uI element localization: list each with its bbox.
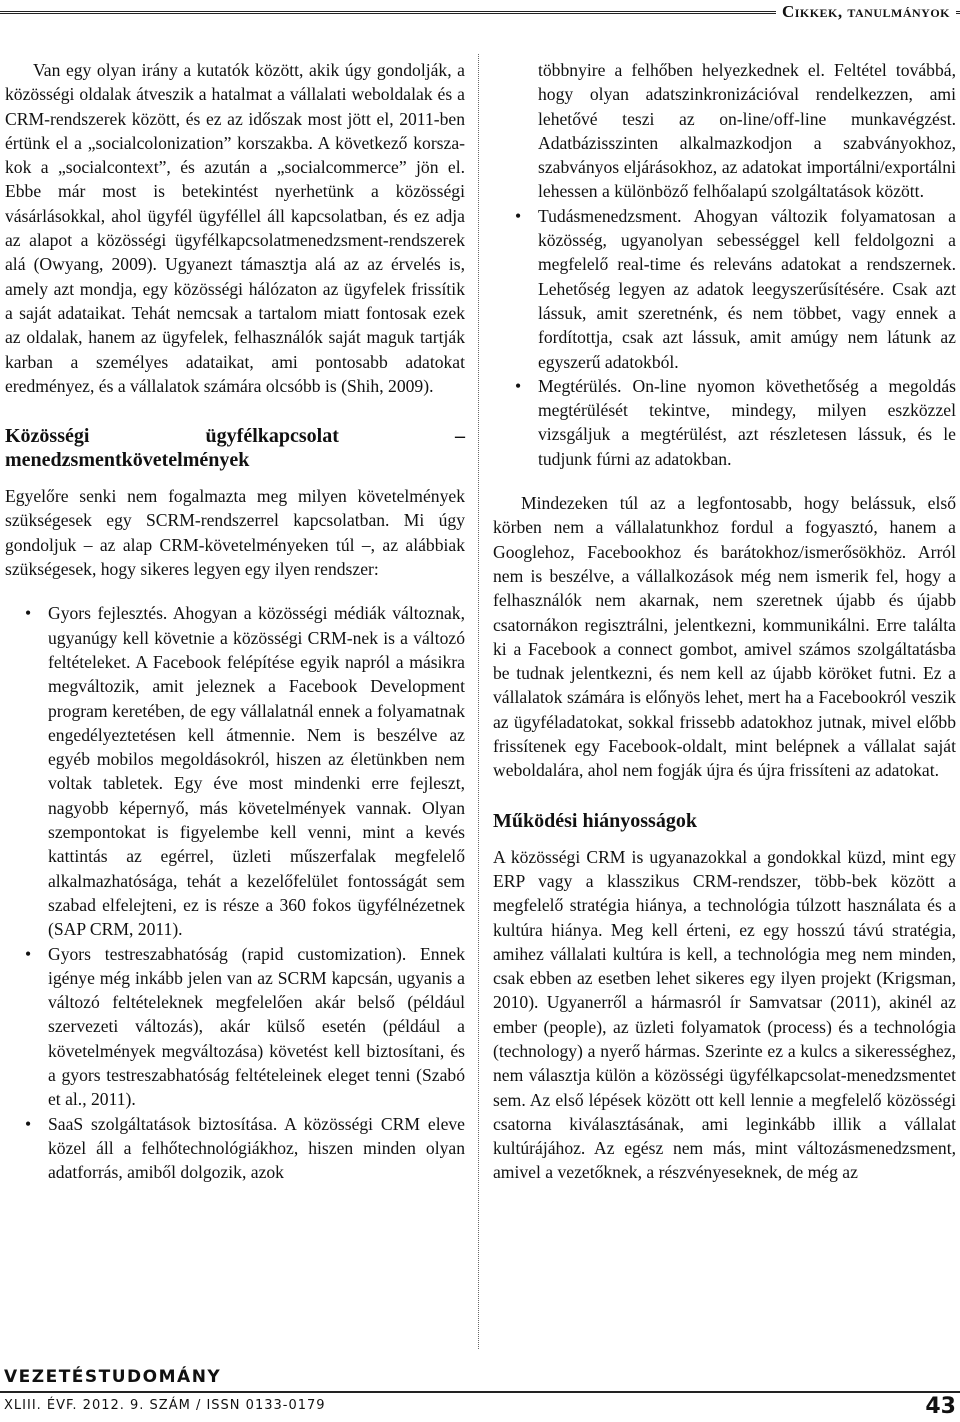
body-paragraph: A közösségi CRM is ugyanazokkal a gondokkal küzd, mint egy ERP vagy a klasszikus CRM-rendszer, több-bek között a megfelelő stratégia hiánya, a technológia túlzott használata és a kultúra hiánya. Meg kell érteni, ez egy hosszú távú stratégia, amihez vállalati kultúra is kell, a technológia meg nem minden, csak ebben az esetben lehet sikeres egy ilyen projekt (Krigsman, 2010). Ugyanerről a hármasról ír Samvatsar (2011), akinél az ember (people), az üzleti folyamatok (process) és a technológia (technology) a nyerő hármas. Szerinte ez a kulcs a sikerességhez, nem választja külön a közösségi ügyfélkapcsolat-menedzsmentet sem. Az első lépések között ott kell lennie a megfelelő közösségi csatorna kiválasztásának, ami leginkább illik a vállalat kultúrájához. Az egész nem más, mint változásmenedzsment, amivel a vezetőknek, a részvényeseknek, de még az bbox=[493, 846, 956, 1183]
requirements-list bbox=[5, 601, 465, 1184]
left-column bbox=[5, 58, 465, 1184]
list-item: • SaaS szolgáltatások biztosítása. A közösségi CRM eleve közel áll a felhőtechnológiákhoz, hiszen minden olyan adatforrás, amiből dolgozik, azok bbox=[25, 1113, 465, 1183]
column-divider bbox=[478, 54, 479, 1349]
journal-name: VEZETÉSTUDOMÁNY bbox=[4, 1367, 222, 1387]
bullet-icon: • bbox=[25, 943, 32, 964]
page-number: 43 bbox=[925, 1394, 956, 1419]
footer-rule bbox=[0, 1391, 960, 1393]
list-item: • Tudásmenedzsment. Ahogyan változik folyamatosan a közösség, ugyanolyan sebességgel kell feldolgozni a megfelelő real-time és releváns adatokat a rendszernek. Lehetőség legyen az adatok leegyszerűsítésére. Csak azt lássuk, amit szeretnénk, és nem többet, vagy ennek a fordítottja, csak azt lássuk, amit amúgy nem látunk az egyszerű adatokból. bbox=[515, 205, 956, 372]
bullet-icon: • bbox=[515, 375, 522, 396]
requirements-list-continued bbox=[493, 58, 956, 471]
list-item-continuation: többnyire a felhőben helyezkednek el. Feltétel továbbá, hogy olyan adatszinkronizációval rendelkezzen, ami lehetővé teszi az on-line/off-line munkavégzést. Adatbázisszinten alkalmazkodjon a szabványokhoz, szabványos eljárásokhoz, az adatokat importálni/exportálni lehessen a különböző felhőalapú szolgáltatások között. bbox=[538, 60, 956, 202]
running-header bbox=[0, 0, 960, 24]
bullet-icon: • bbox=[25, 603, 32, 624]
intro-paragraph: Van egy olyan irány a kutatók között, akik úgy gondolják, a közösségi oldalak átveszik a hatalmat a vállalati weboldalak és a CRM-rendszerek között, és ez az időszak most jött el, 2011-ben értünk el a „socialcolonization” korszakba. A következő korsza-kok a „socialcontext”, és azután a „socialcommerce” jön el. Ebbe már most is betekintést nyerhetünk a közösségi vásárlásokkal, ahol ügyfél ügyféllel áll kapcsolatban, és ez adja az alapot a közösségi ügyfélkapcsolatmenedzsment-rendszerek alá (Owyang, 2009). Ugyanezt támasztja alá az az érvelés is, amely azt mondja, egy közösségi hálózaton az ügyfelek frissítik a saját adataikat. Tehát nemcsak a tartalom miatt fontosak ezek az oldalak, hanem az ügyfelek, felhasználók saját maguk tartják karban a személyes adataikat, ami pontosabb adatokat eredményez, és a vállalatok számára olcsóbb is (Shih, 2009). bbox=[5, 60, 465, 396]
section-heading-requirements: Közösségi ügyfélkapcsolat – menedzsmentkövetelmények bbox=[5, 425, 465, 472]
list-item: • Gyors fejlesztés. Ahogyan a közösségi médiák változnak, ugyanúgy kell követnie a közösségi CRM-nek is a változó feltételeket. A Facebook felépítése egyik napról a másikra megváltozik, amit jeleznek a Facebook Development program keretében, de egy vállalatnál ennek a folyamatnak engedélyeztetésen kell átmennie. Nem is beszélve az egyéb mobilos megoldásokról, hiszen az életünkben nem voltak tabletek. Egy éve most mindenki erre fejleszt, nagyobb képernyő, más követelmények vannak. Olyan szempontokat is figyelembe kell venni, mint a kevés kattintás az egérrel, üzleti műszerfalak megfelelő alkalmazhatósága, tehát a kezelőfelület fontosságát sem szabad elfelejteni, ez is része a 360 fokos ügyfélnézetnek (SAP CRM, 2011). bbox=[25, 603, 465, 940]
section-title: Cikkek, tanulmányok bbox=[776, 2, 956, 22]
list-item: • Megtérülés. On-line nyomon követhetőség a megoldás megtérülését tekintve, mindegy, milyen eszközzel vizsgáljuk a megtérülést, azt részletesen lássuk, és le tudjunk fúrni az adatokban. bbox=[515, 375, 956, 469]
right-column bbox=[493, 58, 956, 1185]
bullet-icon: • bbox=[515, 205, 522, 226]
list-item: • Gyors testreszabhatóság (rapid customization). Ennek igénye még inkább jelen van az SCRM kapcsán, ugyanis a változó feltételeknek megfelelően akár belső (például szervezeti változás), akár külső esetén (például a követelmények megváltozása) követést kell biztosítani, és a gyors testreszabhatóság feltételeinek eleget tenni (Szabó et al., 2011). bbox=[25, 943, 465, 1110]
requirements-lead: Egyelőre senki nem fogalmazta meg milyen követelmények szükségesek egy SCRM-rendszerrel kapcsolatban. Mi úgy gondoljuk – az alap CRM-követelményeken túl –, az alábbiak szükségesek, hogy sikeres legyen egy ilyen rendszer: bbox=[5, 486, 465, 580]
bullet-icon: • bbox=[25, 1113, 32, 1134]
body-paragraph: Mindezeken túl az a legfontosabb, hogy belássuk, első körben nem a vállalatunkhoz fordul a fogyasztó, hanem a Googlehoz, Facebookhoz és barátokhoz/ismerősökhöz. Arról nem is beszélve, a vállalkozások még nem ismerik fel, hogy a felhasználók nem akarnak, nem szeretnek újabb és újabb csatornákon regisztrálni, jelentkezni, kommunikálni. Erre találta ki a Facebook a connect gombot, amivel számos szolgáltatásba be tudnak jelentkezni, és nem kell az újabb köröket futni. Ez a vállalatok számára is előnyös lehet, mert ha a Facebookról veszik az ügyféladatokat, sokkal frissebb adatokhoz jutnak, mivel előbb frissítenek egy Facebook-oldalt, mint belépnek a vállalat saját weboldalára, ahol nem fogják újra és újra frissíteni az adatokat. bbox=[493, 493, 956, 781]
issue-info: XLIII. ÉVF. 2012. 9. SZÁM / ISSN 0133-0179 bbox=[4, 1398, 326, 1413]
section-heading-shortcomings: Működési hiányosságok bbox=[493, 809, 697, 832]
